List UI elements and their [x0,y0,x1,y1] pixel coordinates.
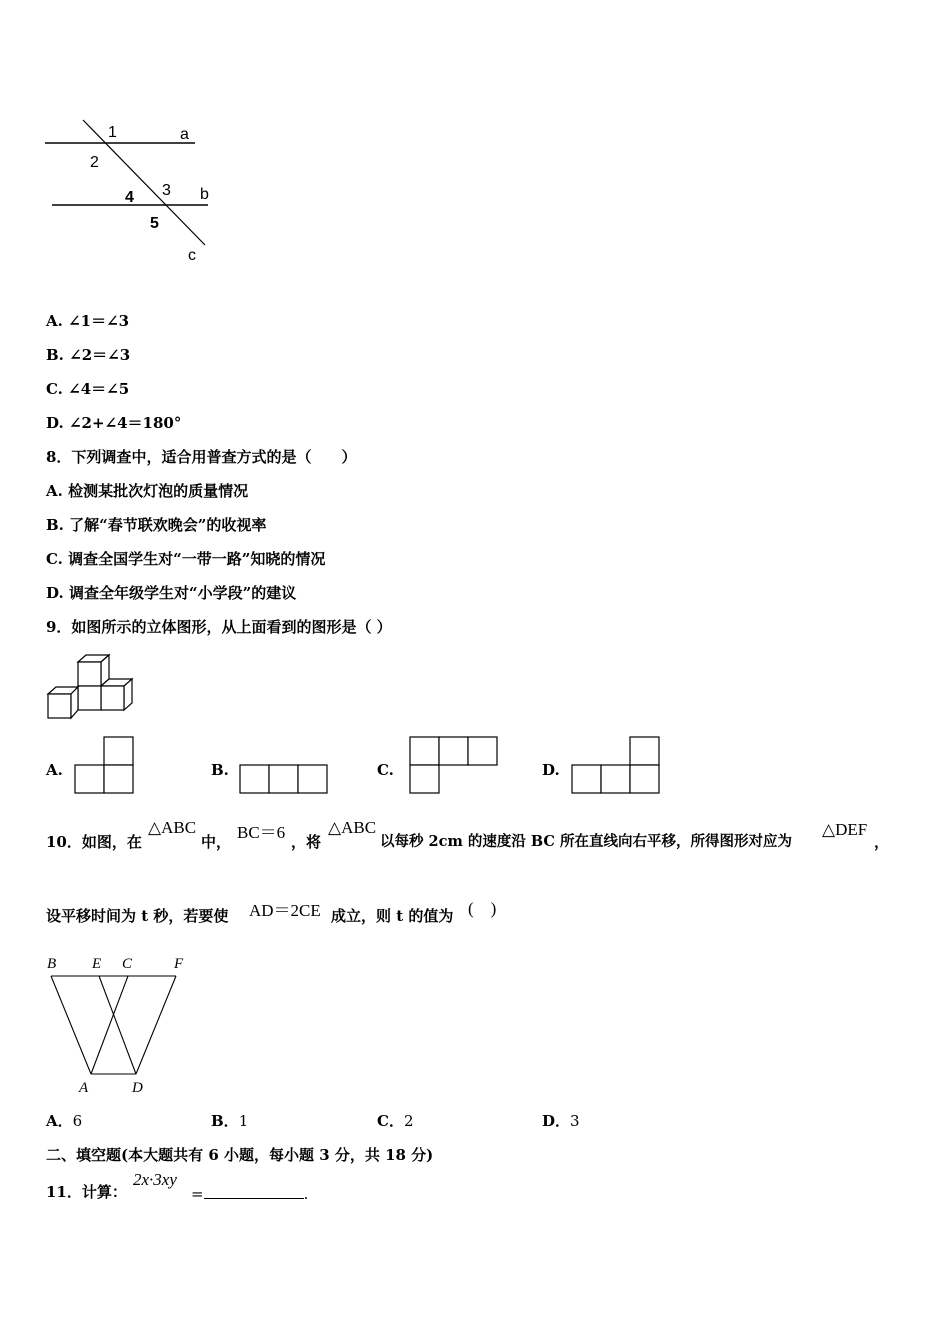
q8-option-b: B. 了解“春节联欢晚会”的收视率 [46,516,267,534]
q7-option-b: B. ∠2＝∠3 [46,346,131,364]
q7-option-c: C. ∠4＝∠5 [46,380,130,398]
q8-stem: 8．下列调查中，适合用普查方式的是（ ） [46,448,357,466]
q11-formula: 2x·3xy [133,1170,177,1189]
q10-text-6: 设平移时间为 t 秒，若要使 [46,907,229,925]
label-4: 4 [125,189,134,206]
q10-formula-def: △DEF [822,820,868,839]
q10-formula-bc: BC＝6 [237,823,286,842]
q11-answer: = . [191,1185,309,1203]
q10-text-1: 10．如图，在 [46,833,142,851]
q10-text-4: 以每秒 2cm 的速度沿 BC 所在直线向右平移，所得图形对应为 [380,833,793,850]
label-A: A [79,1080,89,1096]
q8-option-c: C. 调查全国学生对“一带一路”知晓的情况 [46,550,326,568]
label-2: 2 [90,154,99,171]
q9-option-b-figure [239,764,331,796]
q9-stem: 9．如图所示的立体图形，从上面看到的图形是（ ） [46,618,392,636]
q10-text-2: 中， [201,833,232,851]
q7-option-d: D. ∠2+∠4＝180° [46,414,182,432]
label-b: b [200,186,209,203]
q10-option-a: A．6 [46,1112,83,1130]
parallel-lines-figure [40,115,220,270]
label-1: 1 [108,124,117,141]
label-D: D [132,1080,143,1096]
cube-solid-figure [46,652,141,722]
label-3: 3 [162,182,171,199]
q10-formula-abc-2: △ABC [328,818,377,837]
q7-option-a: A. ∠1＝∠3 [46,312,130,330]
q10-answer-paren: ( ) [468,899,497,918]
q9-option-d-figure [571,736,663,796]
label-c: c [188,247,196,264]
q10-option-d: D．3 [542,1112,580,1130]
q10-option-b: B．1 [211,1112,249,1130]
q9-option-b-key: B. [211,761,229,779]
q10-text-3: ，将 [291,833,322,851]
section-2-heading: 二、填空题(本大题共有 6 小题，每小题 3 分，共 18 分) [46,1146,434,1164]
label-F: F [174,956,184,972]
q11-stem: 11．计算： [46,1183,127,1201]
q9-option-d-key: D. [542,761,560,779]
q11-answer-blank[interactable] [204,1184,304,1199]
q10-formula-ad: AD＝2CE [249,901,321,920]
translation-figure [44,950,194,1098]
label-a: a [180,126,189,143]
q9-option-a-key: A. [46,761,63,779]
q10-text-5: ， [874,833,890,851]
label-B: B [47,956,57,972]
label-E: E [92,956,102,972]
q8-option-a: A. 检测某批次灯泡的质量情况 [46,482,249,500]
q10-formula-abc-1: △ABC [148,818,197,837]
label-C: C [122,956,133,972]
q10-text-7: 成立，则 t 的值为 [331,907,454,925]
q8-option-d: D. 调查全年级学生对“小学段”的建议 [46,584,297,602]
q9-option-c-key: C. [377,761,394,779]
q9-option-c-figure [409,736,501,796]
q9-option-a-figure [74,736,136,796]
label-5: 5 [150,215,159,232]
q10-option-c: C．2 [377,1112,414,1130]
